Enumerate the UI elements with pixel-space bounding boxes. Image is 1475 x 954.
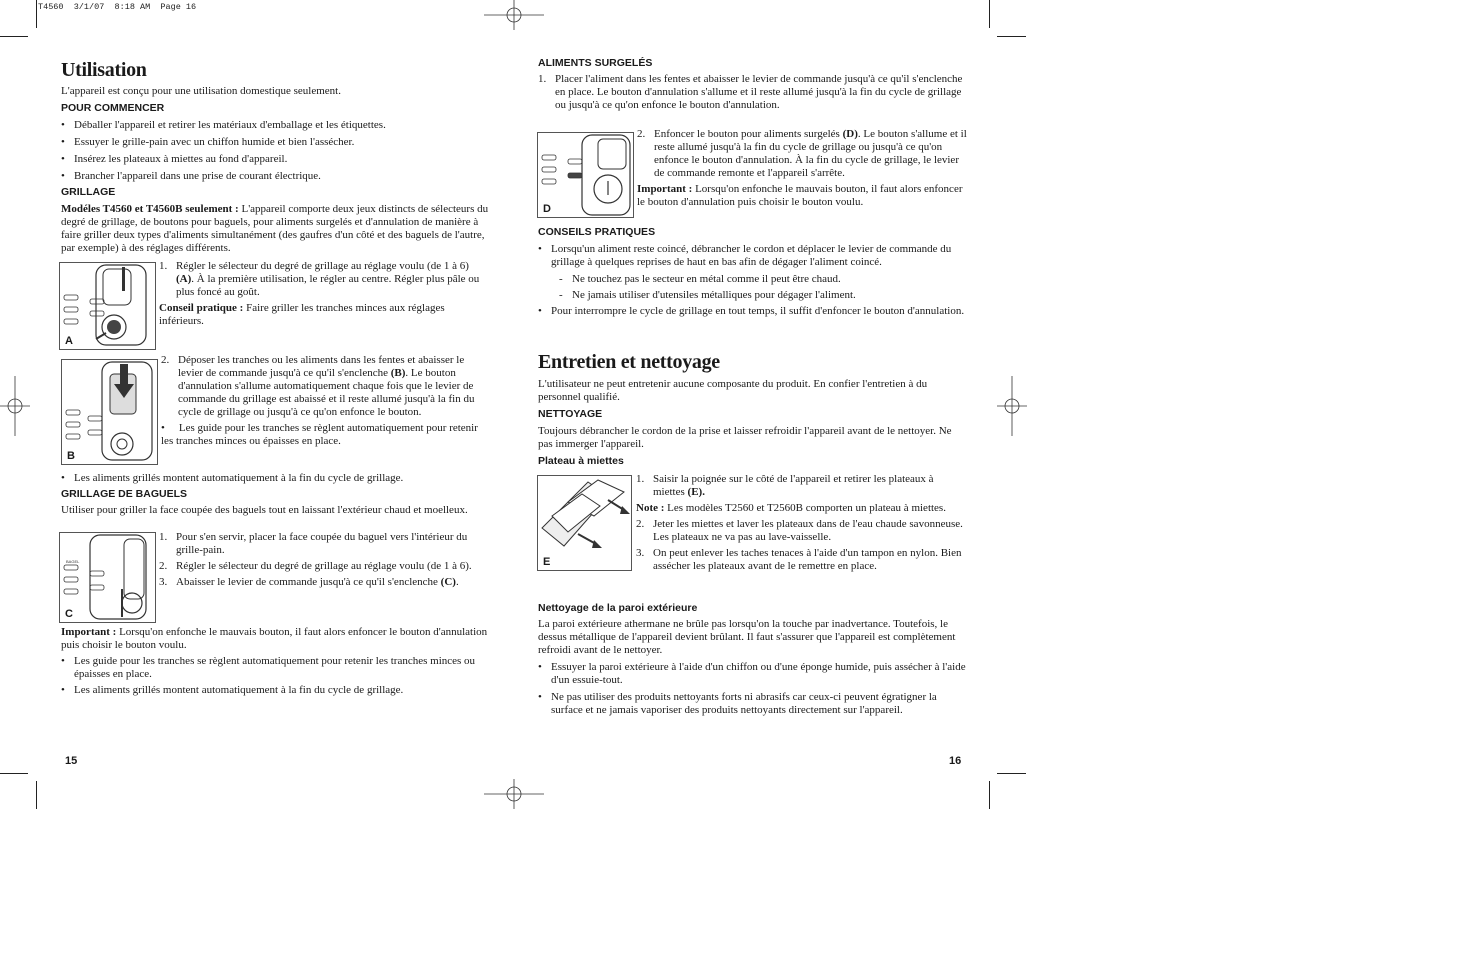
list-item: • Ne pas utiliser des produits nettoyants forts ni abrasifs car ceux-ci peuvent égratigner la surface et ne jamais vaporiser des produits nettoyants directement sur l'appareil. xyxy=(538,691,937,716)
crumb-tray-illustration xyxy=(538,476,631,570)
step-a: 1. Régler le sélecteur du degré de grillage au réglage voulu (de 1 à 6) (A). À la première utilisation, le régler au centre. Régler plus pâle ou plus foncé au goût. xyxy=(159,260,480,298)
note-paragraph: Note : Les modèles T2560 et T2560B comporten un plateau à miettes. xyxy=(636,502,946,514)
illustration-b xyxy=(61,359,158,465)
frozen-step-2-block xyxy=(637,128,967,209)
registration-mark xyxy=(484,0,544,30)
illustration-label: B xyxy=(67,450,75,462)
page-title-utilisation: Utilisation xyxy=(61,59,147,81)
toaster-bagel-illustration xyxy=(60,533,155,622)
tips-heading: CONSEILS PRATIQUES xyxy=(538,226,656,238)
toaster-lever-illustration xyxy=(62,360,157,464)
tip-paragraph: Conseil pratique : Faire griller les tranches minces aux réglages inférieurs. xyxy=(159,302,445,327)
crop-mark xyxy=(36,781,37,809)
crop-mark xyxy=(997,773,1026,774)
illustration-label: A xyxy=(65,335,73,347)
bagel-steps xyxy=(159,531,489,589)
list-item: • Les aliments grillés montent automatiquement à la fin du cycle de grillage. xyxy=(61,472,404,484)
illustration-a xyxy=(59,262,156,350)
list-item: - Ne jamais utiliser d'utensiles métalliques pour dégager l'aliment. xyxy=(559,289,856,301)
list-item: • Essuyer le grille-pain avec un chiffon humide et bien l'assécher. xyxy=(61,136,355,148)
left-top-text xyxy=(61,85,491,255)
wall-section xyxy=(538,602,968,717)
crop-mark xyxy=(989,781,990,809)
button-label-bagel: BAGEL xyxy=(66,559,80,564)
care-intro: L'utilisateur ne peut entretenir aucune composante du produit. En confier l'entretien à du personnel qualifié. xyxy=(538,378,928,403)
crumb-heading: Plateau à miettes xyxy=(538,455,624,467)
step-b: 2. Déposer les tranches ou les aliments dans les fentes et abaisser le levier de commande jusqu'à ce qu'il s'enclenche (B). Le bouton d'annulation s'allume automatiquement chaque fois que le levier de commande du grillage est abaissé et il reste allumé jusqu'à la fin du cycle de grillage ou jusqu'à ce qu'on enfonce le bouton. xyxy=(161,354,475,418)
page-number-right: 16 xyxy=(949,755,962,767)
frozen-step-2: 2. Enfoncer le bouton pour aliments surgelés (D). Le bouton s'allume et il reste allumé jusqu'à la fin du cycle de grillage ou jusqu'à ce qu'on enfonce le bouton d'annulation. À la fin du cycle de grillage, le levier de commande remonte et l'appareil s'arrête. xyxy=(637,128,967,179)
clean-heading: NETTOYAGE xyxy=(538,408,603,420)
illustration-d xyxy=(537,132,634,218)
start-heading: POUR COMMENCER xyxy=(61,102,165,114)
wall-heading: Nettoyage de la paroi extérieure xyxy=(538,602,698,614)
crop-mark xyxy=(0,773,28,774)
crop-mark xyxy=(0,36,28,37)
list-item: • Insérez les plateaux à miettes au fond d'appareil. xyxy=(61,153,288,165)
left-bottom-text xyxy=(61,626,491,697)
toaster-dial-illustration xyxy=(60,263,155,349)
illustration-label: D xyxy=(543,203,551,215)
illustration-label: E xyxy=(543,556,551,568)
list-item: • Lorsqu'un aliment reste coincé, débrancher le cordon et déplacer le levier de commande du grillage à quelques reprises de haut en bas afin de dégager l'aliment coincé. xyxy=(538,243,952,268)
list-item: • Les guide pour les tranches se règlent automatiquement pour retenir les tranches minces ou épaisses en place. xyxy=(61,655,476,680)
care-section xyxy=(538,378,968,468)
bagel-step-2: 2. Régler le sélecteur du degré de grillage au réglage voulu (de 1 à 6). xyxy=(159,560,472,572)
bagel-intro: Utiliser pour griller la face coupée des baguels tout en laissant l'extérieur chaud et moelleux. xyxy=(61,504,468,516)
registration-mark xyxy=(0,376,30,436)
registration-mark xyxy=(997,376,1027,436)
left-mid-text xyxy=(61,472,491,517)
intro-text: L'appareil est conçu pour une utilisation domestique seulement. xyxy=(61,85,341,97)
step-a-block xyxy=(159,260,489,328)
clean-text: Toujours débrancher le cordon de la prise et laisser refroidir l'appareil avant de le nettoyer. Ne pas immerger l'appareil. xyxy=(538,425,952,450)
frozen-heading: ALIMENTS SURGELÉS xyxy=(538,57,653,69)
illustration-label: C xyxy=(65,608,73,620)
bagel-step-3: 3. Abaisser le levier de commande jusqu'à ce qu'il s'enclenche (C). xyxy=(159,576,459,588)
guide-note: • Les guide pour les tranches se règlent automatiquement pour retenir les tranches minces ou épaisses en place. xyxy=(161,422,478,447)
crop-mark xyxy=(989,0,990,28)
crop-mark xyxy=(997,36,1026,37)
crumb-steps xyxy=(636,473,968,573)
frozen-section xyxy=(538,57,968,112)
grill-heading: GRILLAGE xyxy=(61,186,116,198)
list-item: • Les aliments grillés montent automatiquement à la fin du cycle de grillage. xyxy=(61,684,404,696)
crumb-step-2: 2. Jeter les miettes et laver les plateaux dans de l'eau chaude savonneuse. Les plateaux ne va pas au lave-vaisselle. xyxy=(636,518,963,543)
list-item: • Brancher l'appareil dans une prise de courant électrique. xyxy=(61,170,321,182)
crumb-step-3: 3. On peut enlever les taches tenaces à l'aide d'un tampon en nylon. Bien assécher les plateaux avant de le remettre en place. xyxy=(636,547,962,572)
section-title-entretien: Entretien et nettoyage xyxy=(538,351,720,373)
list-item: • Pour interrompre le cycle de grillage en tout temps, il suffit d'enfoncer le bouton d'annulation. xyxy=(538,305,965,317)
important-note: Important : Lorsqu'on enfonche le mauvais bouton, il faut alors enfoncer le bouton d'annulation puis choisir le bouton voulu. xyxy=(637,183,963,208)
illustration-e xyxy=(537,475,632,571)
list-item: - Ne touchez pas le secteur en métal comme il peut être chaud. xyxy=(559,273,841,285)
grill-paragraph: Modéles T4560 et T4560B seulement : L'appareil comporte deux jeux distincts de sélecteurs du degré de grillage, de boutons pour baguels, pour aliments surgelés et d'annulation de manière à faire griller deux types d'aliments simultanément (des gaufres d'un côté et des baguels de l'autre, par exemple) à des réglages différents. xyxy=(61,203,489,254)
list-item: • Essuyer la paroi extérieure à l'aide d'un chiffon ou d'une éponge humide, puis assécher à l'aide d'un essuie-tout. xyxy=(538,661,966,686)
bagel-step-1: 1. Pour s'en servir, placer la face coupée du baguel vers l'intérieur du grille-pain. xyxy=(159,531,468,556)
important-note: Important : Lorsqu'on enfonche le mauvais bouton, il faut alors enfoncer le bouton d'annulation puis choisir le bouton voulu. xyxy=(61,626,488,651)
toaster-frozen-illustration xyxy=(538,133,633,217)
illustration-c xyxy=(59,532,156,623)
step-b-block xyxy=(161,354,491,448)
list-item: • Déballer l'appareil et retirer les matériaux d'emballage et les étiquettes. xyxy=(61,119,386,131)
page-number-left: 15 xyxy=(65,755,78,767)
tips-section xyxy=(538,226,968,318)
bagel-heading: GRILLAGE DE BAGUELS xyxy=(61,488,188,500)
wall-text: La paroi extérieure athermane ne brûle pas lorsqu'on la touche par inadvertance. Toutefois, le dessus métallique de l'appareil devient brûlant. Il faut s'assurer que l'appareil est complètement refroidi avant de le nettoyer. xyxy=(538,618,956,656)
registration-mark xyxy=(484,779,544,809)
crumb-step-1: 1. Saisir la poignée sur le côté de l'appareil et retirer les plateaux à miettes (E). xyxy=(636,473,934,498)
print-slug: T4560 3/1/07 8:18 AM Page 16 xyxy=(38,2,197,12)
frozen-step-1: 1. Placer l'aliment dans les fentes et abaisser le levier de commande jusqu'à ce qu'il s'enclenche en place. Le bouton d'annulation s'allume et il reste allumé jusqu'à la fin du cycle de grillage ou jusqu'à ce qu'on enfonce le bouton d'annulation. xyxy=(538,73,963,111)
crop-mark xyxy=(36,0,37,28)
